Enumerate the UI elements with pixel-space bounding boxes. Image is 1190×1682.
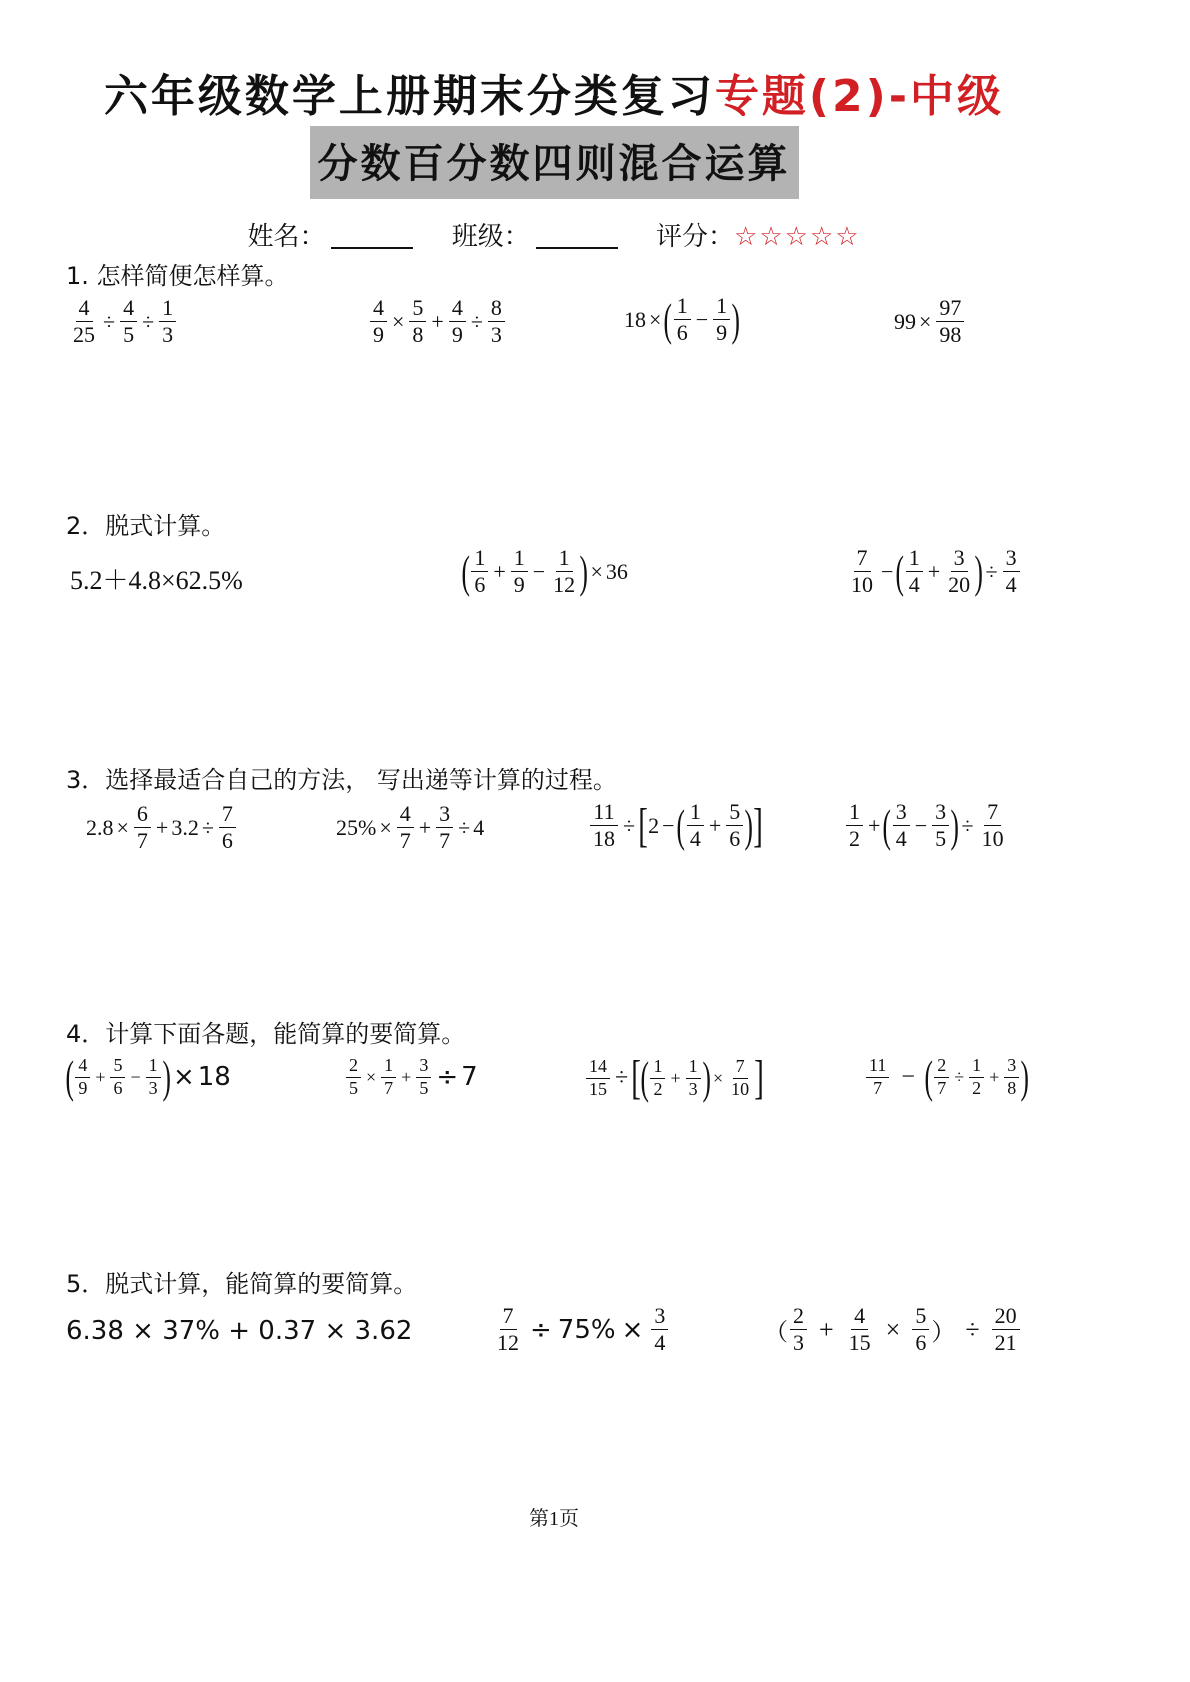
numerator: 1 [381, 1056, 396, 1078]
denominator: 2 [972, 1077, 982, 1098]
operator: ÷ [458, 814, 471, 840]
numerator: 5 [726, 800, 743, 826]
fraction [912, 1304, 929, 1355]
numerator: 8 [488, 296, 505, 322]
denominator: 7 [136, 828, 148, 854]
fraction [728, 1057, 752, 1100]
fraction [494, 1304, 522, 1355]
number: 18 [197, 1062, 231, 1092]
numerator: 1 [674, 294, 691, 320]
fraction [550, 546, 578, 597]
operator: × [621, 1314, 644, 1345]
q3-expr-4 [844, 800, 1009, 851]
operator: ÷ [201, 814, 214, 840]
fraction [146, 1056, 161, 1099]
numerator: 4 [851, 1304, 868, 1330]
page-number: 第1页 [529, 1508, 579, 1530]
fraction [726, 800, 743, 851]
operator: ÷ [103, 308, 116, 334]
numerator: 3 [1004, 1056, 1019, 1078]
q2-expr-1: 5.2＋4.8×62.5% [70, 566, 243, 595]
fraction [590, 800, 618, 851]
q2-expr-3 [846, 546, 1022, 597]
fraction [866, 1056, 889, 1099]
operator: + [155, 814, 169, 840]
numerator: 3 [1003, 546, 1020, 572]
operator: ÷ [615, 1064, 629, 1091]
number: 2.8 [86, 814, 114, 840]
denominator: 20 [948, 572, 971, 598]
operator: × [590, 558, 603, 584]
parenthesis: ( [461, 545, 470, 597]
parenthesis: ( [65, 1051, 74, 1102]
operator: ÷ [142, 308, 155, 334]
number: 7 [461, 1062, 478, 1093]
denominator: 10 [731, 1078, 750, 1099]
numerator: 1 [846, 800, 863, 826]
fraction [397, 802, 414, 853]
operator: + [670, 1067, 681, 1088]
denominator: 5 [935, 826, 947, 852]
denominator: 18 [593, 826, 615, 852]
name-label: 姓名： [247, 222, 326, 252]
denominator: 2 [653, 1078, 663, 1099]
denominator: 9 [513, 572, 525, 598]
denominator: 3 [490, 322, 502, 348]
fraction [120, 296, 137, 347]
fraction [70, 296, 98, 347]
operator: × [366, 1066, 377, 1087]
numerator: 1 [511, 546, 528, 572]
operator: + [431, 308, 444, 334]
operator: + [708, 812, 722, 838]
fraction [650, 1057, 665, 1100]
denominator: 4 [689, 826, 701, 852]
numerator: 11 [590, 800, 617, 826]
fraction [370, 296, 387, 347]
question-5-heading: 5．脱式计算，能简算的要简算。 [66, 1270, 418, 1298]
denominator: 6 [113, 1077, 123, 1098]
operator: × [919, 308, 932, 334]
name-blank[interactable] [331, 227, 413, 249]
denominator: 5 [349, 1077, 358, 1098]
page-title [0, 60, 1108, 124]
number: 75% [557, 1314, 616, 1345]
numerator: 20 [992, 1304, 1020, 1330]
title-main: 六年级数学上册期末分类复习 [103, 71, 715, 122]
operator: − [695, 306, 709, 332]
parenthesis: ( [663, 293, 673, 345]
q2-expr-2 [462, 546, 628, 597]
operator: − [532, 558, 546, 584]
numerator: 2 [790, 1304, 807, 1330]
numerator: 5 [110, 1056, 125, 1078]
q1-expr-3 [624, 294, 740, 345]
operator: × [392, 308, 405, 334]
numerator: 1 [556, 546, 573, 572]
operator: − [881, 558, 894, 584]
q4-expr-2 [344, 1056, 478, 1099]
fraction [846, 800, 863, 851]
class-label: 班级： [451, 222, 530, 252]
operator: + [927, 558, 941, 584]
fraction [110, 1056, 125, 1099]
parenthesis: ) [702, 1052, 711, 1103]
fraction [945, 546, 973, 597]
bracket: [ [631, 1051, 641, 1104]
operator: ÷ [965, 1314, 980, 1344]
q5-expr-2 [492, 1304, 670, 1355]
fraction [713, 294, 730, 345]
bracket: [ [638, 798, 648, 852]
numerator: 7 [854, 546, 871, 572]
denominator: 6 [474, 572, 486, 598]
number: 3.2 [171, 814, 199, 840]
numerator: 2 [346, 1056, 361, 1078]
operator: + [819, 1314, 834, 1344]
denominator: 4 [895, 826, 907, 852]
denominator: 9 [373, 322, 384, 348]
question-1-heading: 1. 怎样简便怎样算。 [66, 262, 289, 290]
bracket: ] [754, 1051, 764, 1104]
fraction [906, 546, 923, 597]
parenthesis: ) [1020, 1051, 1030, 1102]
parenthesis: ) [950, 799, 960, 851]
operator: + [989, 1066, 1000, 1087]
numerator: 2 [934, 1056, 949, 1078]
fraction [934, 1056, 949, 1099]
numerator: 1 [650, 1057, 665, 1079]
fraction [409, 296, 426, 347]
numerator: 1 [713, 294, 730, 320]
operator: × [116, 814, 129, 840]
denominator: 15 [589, 1078, 607, 1099]
fraction [969, 1056, 984, 1099]
denominator: 3 [162, 322, 174, 348]
parenthesis: ) [974, 545, 984, 597]
question-3-heading: 3．选择最适合自己的方法， 写出递等计算的过程。 [66, 766, 617, 794]
numerator: 3 [436, 802, 453, 828]
parenthesis: ( [924, 1051, 933, 1102]
parenthesis: ( [882, 799, 892, 851]
number: 99 [894, 308, 916, 334]
numerator: 14 [586, 1057, 610, 1079]
numerator: 1 [687, 800, 704, 826]
operator: × [649, 306, 662, 332]
parenthesis: ( [676, 799, 686, 851]
q4-expr-1 [65, 1051, 231, 1102]
numerator: 4 [75, 1056, 90, 1078]
numerator: 97 [936, 296, 964, 322]
page-subtitle: 分数百分数四则混合运算 [310, 126, 799, 199]
numerator: 7 [733, 1057, 748, 1079]
numerator: 4 [449, 296, 466, 322]
operator: − [130, 1066, 141, 1087]
numerator: 6 [134, 802, 151, 828]
fraction [686, 1057, 701, 1100]
class-blank[interactable] [536, 227, 618, 249]
q3-expr-1 [86, 802, 238, 853]
fraction [687, 800, 704, 851]
denominator: 9 [716, 320, 728, 346]
operator: − [914, 812, 928, 838]
q1-expr-2 [368, 296, 507, 347]
number: 4 [473, 814, 485, 840]
denominator: 15 [848, 1330, 871, 1356]
q5-expr-3 [764, 1304, 1022, 1355]
denominator: 98 [939, 322, 962, 348]
operator: × [712, 1067, 724, 1088]
numerator: 5 [912, 1304, 929, 1330]
operator: ÷ [623, 812, 636, 838]
denominator: 3 [793, 1330, 804, 1356]
fraction [674, 294, 691, 345]
operator: ÷ [436, 1062, 459, 1093]
fraction [1004, 1056, 1019, 1099]
numerator: 7 [500, 1304, 517, 1330]
numerator: 4 [397, 802, 414, 828]
numerator: 5 [409, 296, 426, 322]
fraction [416, 1056, 431, 1099]
fraction [346, 1056, 361, 1099]
q4-expr-4 [864, 1051, 1030, 1102]
numerator: 1 [471, 546, 488, 572]
denominator: 7 [399, 828, 411, 854]
numerator: 1 [686, 1057, 701, 1079]
fraction [436, 802, 453, 853]
denominator: 6 [915, 1330, 927, 1356]
question-4-heading: 4．计算下面各题，能简算的要简算。 [66, 1020, 466, 1048]
denominator: 7 [384, 1077, 394, 1098]
q3-expr-3 [588, 800, 763, 851]
operator: ÷ [530, 1314, 552, 1345]
score-stars: ☆☆☆☆☆ [734, 222, 861, 252]
number: ） [931, 1320, 956, 1347]
operator: + [95, 1066, 106, 1087]
fraction [586, 1057, 610, 1100]
number: 36 [605, 558, 628, 584]
fraction [932, 800, 949, 851]
operator: ÷ [961, 812, 974, 838]
operator: × [172, 1062, 195, 1092]
score-label: 评分： [656, 222, 735, 252]
parenthesis: ) [731, 293, 741, 345]
operator: + [418, 814, 432, 840]
fraction [511, 546, 528, 597]
q1-expr-1 [68, 296, 178, 347]
q4-expr-3 [584, 1051, 764, 1104]
fraction [848, 546, 876, 597]
bracket: ] [752, 798, 763, 852]
fraction [893, 800, 910, 851]
operator: ÷ [470, 308, 483, 334]
operator: − [662, 812, 675, 838]
number: （ [764, 1320, 788, 1347]
numerator: 7 [984, 800, 1001, 826]
numerator: 3 [932, 800, 949, 826]
denominator: 25 [73, 322, 95, 348]
denominator: 4 [654, 1330, 666, 1356]
parenthesis: ) [579, 545, 589, 597]
fraction [1003, 546, 1020, 597]
denominator: 7 [439, 828, 451, 854]
numerator: 7 [219, 802, 236, 828]
parenthesis: ) [744, 799, 754, 851]
subtitle-wrap [0, 126, 1108, 199]
fraction [488, 296, 505, 347]
fraction [979, 800, 1007, 851]
denominator: 9 [78, 1077, 88, 1098]
numerator: 3 [416, 1056, 431, 1078]
operator: ÷ [985, 558, 998, 584]
numerator: 4 [76, 296, 93, 322]
number: 18 [624, 306, 646, 332]
operator: + [401, 1066, 412, 1087]
q3-expr-2 [336, 802, 484, 853]
numerator: 3 [951, 546, 968, 572]
operator: × [885, 1314, 901, 1344]
numerator: 11 [866, 1056, 889, 1078]
operator: × [379, 814, 392, 840]
q5-expr-1: 6.38 × 37% + 0.37 × 3.62 [66, 1316, 413, 1346]
fraction [846, 1304, 874, 1355]
denominator: 7 [937, 1077, 947, 1098]
denominator: 3 [148, 1077, 158, 1098]
denominator: 10 [851, 572, 873, 598]
fraction [449, 296, 466, 347]
fraction [381, 1056, 396, 1099]
denominator: 12 [553, 572, 576, 598]
denominator: 4 [1005, 572, 1017, 598]
denominator: 6 [676, 320, 688, 346]
operator: + [493, 558, 506, 584]
fraction [471, 546, 488, 597]
question-2-heading: 2．脱式计算。 [66, 512, 226, 540]
numerator: 4 [370, 296, 387, 322]
denominator: 21 [994, 1330, 1017, 1356]
number: 25% [336, 814, 377, 840]
denominator: 2 [849, 826, 860, 852]
number: 2 [648, 812, 660, 838]
denominator: 12 [497, 1330, 519, 1356]
denominator: 6 [221, 828, 233, 854]
operator: + [868, 812, 881, 838]
numerator: 4 [120, 296, 137, 322]
numerator: 3 [651, 1304, 668, 1330]
fraction [936, 296, 964, 347]
operator: ÷ [954, 1066, 965, 1087]
numerator: 1 [159, 296, 176, 322]
numerator: 1 [146, 1056, 161, 1078]
denominator: 6 [729, 826, 741, 852]
parenthesis: ( [895, 545, 905, 597]
denominator: 5 [419, 1077, 429, 1098]
fraction [134, 802, 151, 853]
fraction [790, 1304, 807, 1355]
student-info-row [0, 216, 1108, 253]
denominator: 5 [123, 322, 135, 348]
title-highlight: 专题(2)-中级 [714, 71, 1005, 122]
operator: − [901, 1063, 915, 1090]
numerator: 1 [969, 1056, 984, 1078]
denominator: 3 [688, 1078, 698, 1099]
fraction [651, 1304, 668, 1355]
denominator: 7 [873, 1077, 883, 1098]
denominator: 9 [451, 322, 463, 348]
denominator: 4 [908, 572, 920, 598]
fraction [75, 1056, 90, 1099]
numerator: 1 [906, 546, 923, 572]
q1-expr-4 [894, 296, 966, 347]
parenthesis: ( [640, 1052, 650, 1103]
fraction [159, 296, 176, 347]
denominator: 8 [1007, 1077, 1017, 1098]
fraction [992, 1304, 1020, 1355]
parenthesis: ) [162, 1051, 171, 1102]
denominator: 8 [412, 322, 424, 348]
numerator: 3 [893, 800, 910, 826]
fraction [219, 802, 236, 853]
denominator: 10 [981, 826, 1004, 852]
